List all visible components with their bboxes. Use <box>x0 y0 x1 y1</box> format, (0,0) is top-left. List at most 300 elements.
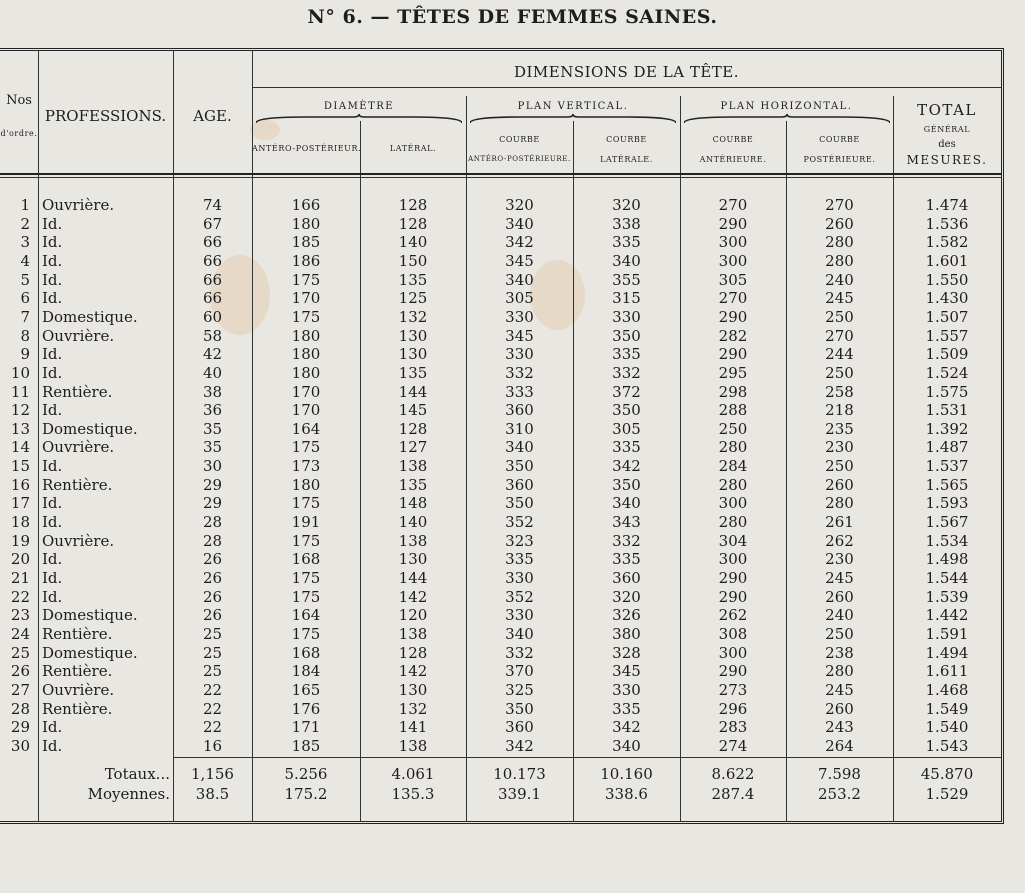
moyennes-cv2: 338.6 <box>605 785 648 803</box>
cell-cv1: 350 <box>505 494 534 513</box>
cell-cv1: 340 <box>505 438 534 457</box>
cell-total: 1.575 <box>925 382 969 401</box>
cell-cv2: 372 <box>612 382 641 401</box>
moyennes-lat: 135.3 <box>391 785 435 803</box>
cell-total: 1.536 <box>925 214 969 233</box>
cell-prof: Id. <box>42 214 63 233</box>
cell-ch1: 308 <box>718 624 748 643</box>
data-table <box>0 48 1004 824</box>
cell-ap: 180 <box>291 475 321 494</box>
cell-ap: 186 <box>291 251 321 270</box>
cell-cv2: 340 <box>612 251 641 270</box>
cell-cv2: 328 <box>612 643 641 662</box>
cell-ch1: 290 <box>718 569 748 587</box>
cell-ch2: 260 <box>825 699 854 718</box>
cell-ap: 164 <box>291 606 321 625</box>
cell-ap: 184 <box>291 662 321 681</box>
cell-ch2: 280 <box>825 233 854 252</box>
cell-cv1: 330 <box>505 569 534 587</box>
cell-cv2: 355 <box>612 270 641 289</box>
brace-plan-horizontal <box>684 114 890 124</box>
cell-lat: 128 <box>398 214 428 233</box>
header-professions: PROFESSIONS. <box>44 107 167 125</box>
cell-ch1: 290 <box>718 214 748 233</box>
header-courbe-3: COURBE <box>712 135 754 144</box>
cell-n: 1 <box>20 196 30 214</box>
cell-prof: Id. <box>42 270 63 289</box>
cell-ap: 180 <box>291 363 321 382</box>
cell-ch2: 250 <box>825 307 854 326</box>
header-courbe-2: COURBE <box>606 135 647 144</box>
cell-cv1: 340 <box>505 270 534 289</box>
cell-cv2: 350 <box>612 401 641 420</box>
cell-cv2: 326 <box>612 606 641 625</box>
cell-total: 1.534 <box>925 531 969 550</box>
cell-ch1: 290 <box>718 587 748 606</box>
cell-cv1: 330 <box>505 345 534 364</box>
cell-cv2: 335 <box>612 233 641 252</box>
cell-prof: Ouvrière. <box>42 196 115 214</box>
cell-n: 10 <box>10 363 30 382</box>
moyennes-cv1: 339.1 <box>498 785 541 803</box>
cell-n: 3 <box>20 233 30 252</box>
cell-total: 1.507 <box>925 307 969 326</box>
cell-cv1: 370 <box>505 662 534 681</box>
cell-ch1: 280 <box>718 475 748 494</box>
cell-prof: Id. <box>42 289 63 308</box>
cell-ch1: 250 <box>718 419 748 438</box>
cell-n: 13 <box>10 419 30 438</box>
cell-cv2: 380 <box>612 624 641 643</box>
cell-ap: 185 <box>291 233 321 252</box>
brace-plan-vertical <box>470 114 676 124</box>
cell-ap: 175 <box>291 531 321 550</box>
cell-total: 1.474 <box>925 196 969 214</box>
cell-n: 9 <box>20 345 30 364</box>
cell-cv1: 330 <box>505 307 534 326</box>
cell-n: 22 <box>10 587 30 606</box>
cell-age: 66 <box>202 251 223 270</box>
cell-lat: 127 <box>398 438 428 457</box>
cell-age: 29 <box>202 494 223 513</box>
totaux-ap: 5.256 <box>284 765 328 783</box>
cell-prof: Domestique. <box>42 307 138 326</box>
cell-age: 29 <box>202 475 223 494</box>
cell-total: 1.498 <box>925 550 969 569</box>
cell-prof: Id. <box>42 587 63 606</box>
cell-lat: 132 <box>398 699 428 718</box>
cell-ch1: 290 <box>718 345 748 364</box>
cell-ap: 173 <box>291 457 321 476</box>
cell-prof: Domestique. <box>42 606 138 625</box>
cell-lat: 140 <box>398 233 428 252</box>
cell-ch1: 300 <box>718 251 748 270</box>
cell-ap: 175 <box>291 307 321 326</box>
cell-total: 1.565 <box>925 475 969 494</box>
cell-cv1: 325 <box>505 680 534 699</box>
cell-total: 1.442 <box>925 606 969 625</box>
cell-ap: 166 <box>291 196 321 214</box>
cell-total: 1.509 <box>925 345 969 364</box>
cell-ch1: 284 <box>718 457 748 476</box>
cell-ch1: 280 <box>718 513 748 532</box>
cell-ch1: 298 <box>718 382 748 401</box>
cell-ch2: 240 <box>825 606 854 625</box>
cell-age: 58 <box>202 326 223 345</box>
cell-age: 16 <box>202 736 223 755</box>
cell-cv2: 335 <box>612 699 641 718</box>
cell-ch2: 245 <box>825 289 854 308</box>
cell-n: 20 <box>10 550 30 569</box>
cell-ch2: 280 <box>825 251 854 270</box>
totaux-cv1: 10.173 <box>493 765 546 783</box>
header-age: AGE. <box>193 107 232 125</box>
cell-ch2: 262 <box>825 531 854 550</box>
cell-ch2: 245 <box>825 569 854 587</box>
cell-ap: 175 <box>291 624 321 643</box>
header-posterieure: POSTÉRIEURE. <box>803 155 876 164</box>
cell-prof: Id. <box>42 550 63 569</box>
cell-prof: Rentière. <box>42 662 113 681</box>
cell-lat: 138 <box>398 736 428 755</box>
cell-prof: Id. <box>42 718 63 737</box>
cell-ap: 180 <box>291 345 321 364</box>
cell-age: 28 <box>202 513 223 532</box>
cell-lat: 142 <box>398 587 428 606</box>
cell-cv1: 305 <box>505 289 534 308</box>
cell-ap: 165 <box>291 680 321 699</box>
cell-ch1: 270 <box>718 196 748 214</box>
cell-lat: 135 <box>398 475 428 494</box>
cell-cv2: 332 <box>612 531 641 550</box>
cell-lat: 128 <box>398 419 428 438</box>
cell-cv1: 345 <box>505 326 534 345</box>
cell-cv1: 330 <box>505 606 534 625</box>
cell-prof: Ouvrière. <box>42 531 115 550</box>
cell-lat: 125 <box>398 289 428 308</box>
cell-ch1: 262 <box>718 606 748 625</box>
cell-ch2: 264 <box>825 736 854 755</box>
cell-n: 4 <box>20 251 30 270</box>
cell-ch2: 270 <box>825 326 854 345</box>
moyennes-total: 1.529 <box>925 785 969 803</box>
cell-lat: 144 <box>398 569 428 587</box>
cell-lat: 135 <box>398 270 428 289</box>
cell-age: 35 <box>202 438 223 457</box>
cell-age: 40 <box>202 363 223 382</box>
cell-cv1: 350 <box>505 457 534 476</box>
cell-ch1: 288 <box>718 401 748 420</box>
header-plan-horizontal: PLAN HORIZONTAL. <box>720 101 853 112</box>
cell-n: 24 <box>10 624 30 643</box>
cell-lat: 140 <box>398 513 428 532</box>
cell-n: 14 <box>10 438 30 457</box>
totaux-total: 45.870 <box>920 765 974 783</box>
cell-total: 1.392 <box>925 419 969 438</box>
cell-n: 15 <box>10 457 30 476</box>
cell-lat: 128 <box>398 196 428 214</box>
cell-cv2: 350 <box>612 475 641 494</box>
cell-lat: 128 <box>398 643 428 662</box>
cell-lat: 144 <box>398 382 428 401</box>
cell-cv2: 345 <box>612 662 641 681</box>
cell-cv1: 360 <box>505 718 534 737</box>
header-lateral: LATÉRAL. <box>389 144 437 153</box>
cell-total: 1.601 <box>925 251 969 270</box>
totaux-label: Totaux... <box>104 765 170 783</box>
cell-cv1: 350 <box>505 699 534 718</box>
cell-n: 26 <box>10 662 30 681</box>
cell-n: 21 <box>10 569 30 587</box>
header-total: TOTAL <box>917 101 977 119</box>
cell-n: 16 <box>10 475 30 494</box>
cell-age: 25 <box>202 643 223 662</box>
header-des: des <box>938 139 956 150</box>
cell-n: 2 <box>20 214 30 233</box>
cell-age: 66 <box>202 233 223 252</box>
cell-n: 25 <box>10 643 30 662</box>
header-diametre: DIAMÈTRE <box>323 101 395 112</box>
cell-ch1: 296 <box>718 699 748 718</box>
cell-prof: Rentière. <box>42 475 113 494</box>
page-title: N° 6. — TÊTES DE FEMMES SAINES. <box>307 6 718 28</box>
cell-total: 1.524 <box>925 363 969 382</box>
cell-total: 1.557 <box>925 326 969 345</box>
moyennes-ch2: 253.2 <box>818 785 861 803</box>
cell-age: 60 <box>202 307 223 326</box>
cell-ch2: 235 <box>825 419 854 438</box>
cell-total: 1.544 <box>925 569 969 587</box>
header-courbe-4: COURBE <box>819 135 860 144</box>
cell-ch1: 274 <box>718 736 748 755</box>
cell-age: 28 <box>202 531 223 550</box>
cell-cv1: 342 <box>505 736 534 755</box>
cell-cv2: 342 <box>612 457 641 476</box>
cell-ch2: 260 <box>825 587 854 606</box>
cell-age: 26 <box>202 550 223 569</box>
cell-n: 6 <box>20 289 30 308</box>
cell-ch1: 270 <box>718 289 748 308</box>
cell-total: 1.537 <box>925 457 969 476</box>
cell-prof: Rentière. <box>42 382 113 401</box>
cell-ap: 175 <box>291 587 321 606</box>
cell-cv2: 320 <box>612 587 641 606</box>
cell-prof: Domestique. <box>42 643 138 662</box>
cell-lat: 138 <box>398 531 428 550</box>
cell-age: 66 <box>202 289 223 308</box>
cell-n: 11 <box>10 382 30 401</box>
cell-cv1: 360 <box>505 401 534 420</box>
header-ordre-label: d'ordre. <box>0 129 38 138</box>
cell-lat: 130 <box>398 345 428 364</box>
header-mesures: MESURES. <box>906 153 988 167</box>
cell-cv2: 343 <box>612 513 641 532</box>
cell-ap: 168 <box>291 550 321 569</box>
cell-prof: Ouvrière. <box>42 438 115 457</box>
cell-ap: 164 <box>291 419 321 438</box>
cell-lat: 130 <box>398 326 428 345</box>
cell-age: 26 <box>202 587 223 606</box>
cell-cv2: 332 <box>612 363 641 382</box>
cell-prof: Ouvrière. <box>42 326 115 345</box>
cell-ch2: 240 <box>825 270 854 289</box>
cell-ch2: 260 <box>825 475 854 494</box>
cell-cv1: 320 <box>505 196 534 214</box>
cell-ap: 176 <box>291 699 321 718</box>
totaux-cv2: 10.160 <box>600 765 653 783</box>
moyennes-label: Moyennes. <box>87 785 170 803</box>
cell-n: 7 <box>20 307 30 326</box>
cell-prof: Id. <box>42 513 63 532</box>
cell-ch1: 273 <box>718 680 748 699</box>
cell-ch1: 290 <box>718 307 748 326</box>
cell-total: 1.494 <box>925 643 969 662</box>
cell-cv2: 340 <box>612 494 641 513</box>
cell-prof: Id. <box>42 494 63 513</box>
cell-lat: 145 <box>398 401 428 420</box>
cell-n: 30 <box>10 736 30 755</box>
cell-cv2: 335 <box>612 345 641 364</box>
cell-total: 1.550 <box>925 270 969 289</box>
cell-ap: 180 <box>291 326 321 345</box>
cell-ch2: 245 <box>825 680 854 699</box>
totaux-age: 1,156 <box>191 765 234 783</box>
cell-ch2: 250 <box>825 457 854 476</box>
cell-cv2: 342 <box>612 718 641 737</box>
cell-prof: Rentière. <box>42 624 113 643</box>
cell-cv1: 340 <box>505 214 534 233</box>
cell-lat: 132 <box>398 307 428 326</box>
header-anterieure: ANTÉRIEURE. <box>699 155 767 164</box>
cell-n: 27 <box>10 680 30 699</box>
cell-lat: 130 <box>398 680 428 699</box>
cell-ap: 170 <box>291 289 321 308</box>
cell-prof: Id. <box>42 345 63 364</box>
moyennes-ch1: 287.4 <box>711 785 755 803</box>
cell-lat: 138 <box>398 457 428 476</box>
cell-ch1: 300 <box>718 494 748 513</box>
cell-ch2: 261 <box>825 513 854 532</box>
cell-ch1: 304 <box>718 531 748 550</box>
moyennes-ap: 175.2 <box>284 785 328 803</box>
cell-prof: Id. <box>42 251 63 270</box>
cell-ch2: 230 <box>825 550 854 569</box>
cell-total: 1.487 <box>925 438 969 457</box>
cell-cv2: 320 <box>612 196 641 214</box>
cell-lat: 148 <box>398 494 428 513</box>
totaux-ch1: 8.622 <box>711 765 755 783</box>
cell-n: 17 <box>10 494 30 513</box>
cell-age: 42 <box>202 345 223 364</box>
cell-ch2: 250 <box>825 363 854 382</box>
totaux-ch2: 7.598 <box>818 765 861 783</box>
cell-cv1: 333 <box>505 382 534 401</box>
cell-prof: Domestique. <box>42 419 138 438</box>
cell-ch2: 218 <box>825 401 854 420</box>
cell-total: 1.540 <box>925 718 969 737</box>
cell-ch1: 290 <box>718 662 748 681</box>
cell-cv1: 323 <box>505 531 534 550</box>
cell-ch1: 300 <box>718 233 748 252</box>
header-dimensions: DIMENSIONS DE LA TÊTE. <box>513 63 740 81</box>
cell-cv2: 305 <box>612 419 641 438</box>
cell-age: 66 <box>202 270 223 289</box>
cell-ap: 171 <box>291 718 321 737</box>
cell-age: 30 <box>202 457 223 476</box>
cell-ch1: 300 <box>718 643 748 662</box>
cell-n: 5 <box>20 270 30 289</box>
cell-cv2: 335 <box>612 550 641 569</box>
cell-cv2: 360 <box>612 569 641 587</box>
cell-cv1: 310 <box>505 419 534 438</box>
cell-ch1: 283 <box>718 718 748 737</box>
cell-total: 1.611 <box>925 662 969 681</box>
cell-prof: Id. <box>42 569 63 587</box>
cell-ch1: 280 <box>718 438 748 457</box>
cell-age: 25 <box>202 624 223 643</box>
cell-n: 19 <box>10 531 30 550</box>
cell-ch1: 282 <box>718 326 748 345</box>
cell-age: 26 <box>202 606 223 625</box>
cell-total: 1.539 <box>925 587 969 606</box>
cell-age: 36 <box>202 401 223 420</box>
cell-ap: 168 <box>291 643 321 662</box>
cell-total: 1.591 <box>925 624 969 643</box>
cell-cv1: 335 <box>505 550 534 569</box>
cell-lat: 150 <box>398 251 428 270</box>
cell-n: 8 <box>20 326 30 345</box>
header-laterale: LATÉRALE. <box>600 155 653 164</box>
cell-cv2: 315 <box>612 289 641 308</box>
cell-n: 29 <box>10 718 30 737</box>
totaux-lat: 4.061 <box>391 765 435 783</box>
brace-diametre <box>256 114 462 124</box>
cell-cv1: 345 <box>505 251 534 270</box>
cell-age: 25 <box>202 662 223 681</box>
cell-n: 18 <box>10 513 30 532</box>
cell-prof: Id. <box>42 457 63 476</box>
cell-ch2: 260 <box>825 214 854 233</box>
cell-total: 1.531 <box>925 401 969 420</box>
cell-cv1: 332 <box>505 643 534 662</box>
cell-total: 1.549 <box>925 699 969 718</box>
cell-cv2: 335 <box>612 438 641 457</box>
moyennes-age: 38.5 <box>195 785 230 803</box>
cell-prof: Id. <box>42 363 63 382</box>
cell-ch1: 300 <box>718 550 748 569</box>
cell-ch2: 243 <box>825 718 854 737</box>
cell-prof: Rentière. <box>42 699 113 718</box>
cell-ap: 185 <box>291 736 321 755</box>
cell-cv1: 352 <box>505 513 534 532</box>
cell-lat: 130 <box>398 550 428 569</box>
cell-cv1: 332 <box>505 363 534 382</box>
header-general: GÉNÉRAL <box>923 125 971 134</box>
cell-ap: 170 <box>291 382 321 401</box>
cell-ch2: 250 <box>825 624 854 643</box>
cell-total: 1.582 <box>925 233 969 252</box>
cell-ch2: 258 <box>825 382 854 401</box>
cell-age: 35 <box>202 419 223 438</box>
cell-ch2: 280 <box>825 494 854 513</box>
cell-n: 28 <box>10 699 30 718</box>
cell-ch2: 230 <box>825 438 854 457</box>
cell-lat: 141 <box>398 718 428 737</box>
cell-ch2: 280 <box>825 662 854 681</box>
header-plan-vertical: PLAN VERTICAL. <box>517 101 629 112</box>
cell-cv2: 350 <box>612 326 641 345</box>
cell-ch2: 244 <box>825 345 854 364</box>
